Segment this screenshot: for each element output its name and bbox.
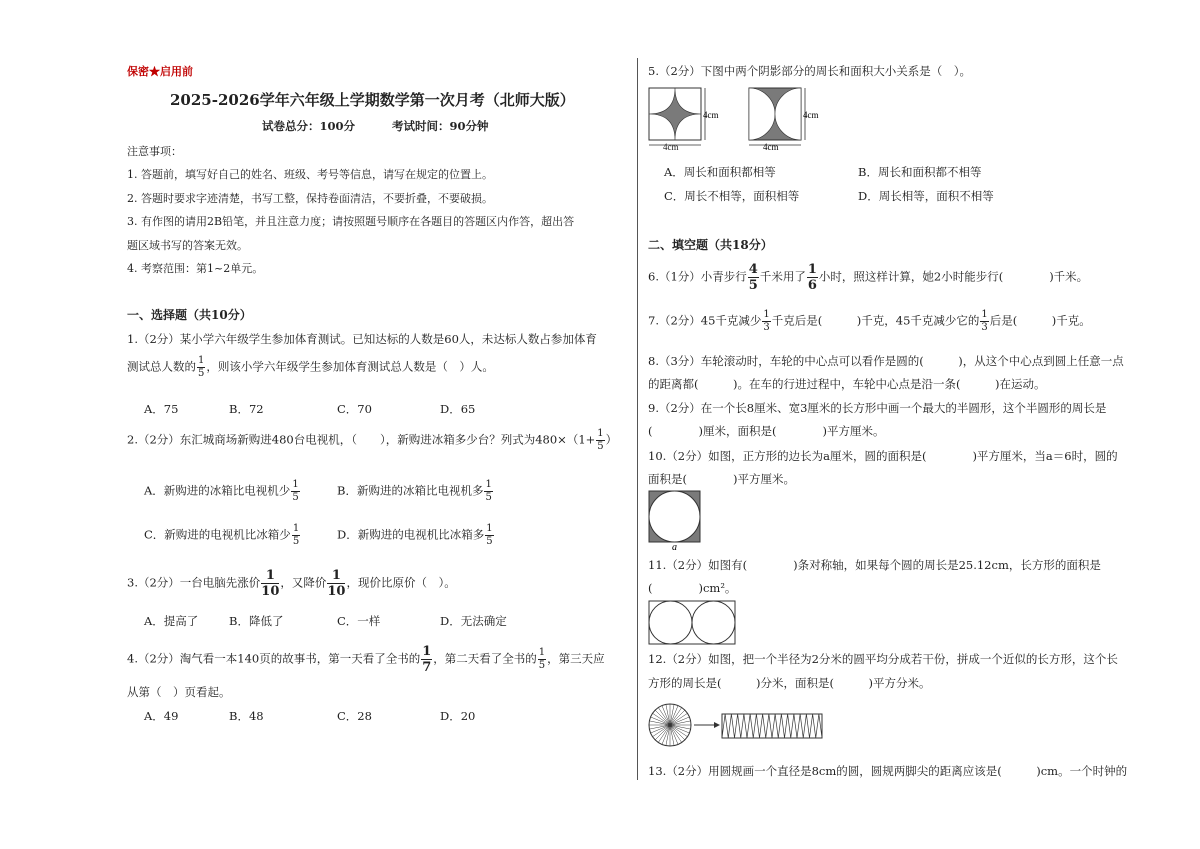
q11-line2: ( )cm²。 [648,581,737,595]
q2-stem: 2.（2分）东汇城商场新购进480台电视机，（ ），新购进冰箱多少台？列式为480×（1+ $\frac{1}{5}$ ） [127,428,618,452]
section1-heading: 一、选择题（共10分） [127,308,252,322]
q9-line2: ( )厘米，面积是( )平方厘米。 [648,424,885,438]
q5-dim-width: 4cm [663,142,679,152]
q4-option-b[interactable]: B．48 [229,709,264,723]
q5-stem: 5.（2分）下图中两个阴影部分的周长和面积大小关系是（ ）。 [648,64,972,78]
q5-figure-1 [645,85,735,151]
q10-side-label: a [672,542,677,553]
q3-stem: 3.（2分）一台电脑先涨价 $\frac{1}{10}$ ，又降价 $\frac{1}{10}$ ，现价比原价（ ）。 [127,568,456,599]
q11-line1: 11.（2分）如图有( )条对称轴，如果每个圆的周长是25.12cm，长方形的面积是 [648,558,1101,572]
total-score: 试卷总分：100分 [262,119,356,133]
q3-option-d[interactable]: D．无法确定 [440,614,507,628]
q5-option-a[interactable]: A．周长和面积都相等 [664,165,776,179]
q12-line2: 方形的周长是( )分米，面积是( )平方分米。 [648,676,931,690]
q10-line1: 10.（2分）如图，正方形的边长为a厘米，圆的面积是( )平方厘米，当a＝6时，圆的 [648,449,1118,463]
q13-line1: 13.（2分）用圆规画一个直径是8cm的圆，圆规两脚尖的距离应该是( )cm。一个时钟的 [648,764,1128,778]
column-divider [637,58,638,780]
q1-line1: 1.（2分）某小学六年级学生参加体育测试。已知达标的人数是60人，未达标人数占参加体育 [127,332,597,346]
q9-line1: 9.（2分）在一个长8厘米、宽3厘米的长方形中画一个最大的半圆形，这个半圆形的周长是 [648,401,1107,415]
secret-label: 保密★启用前 [127,65,193,78]
q5-option-d[interactable]: D．周长相等，面积不相等 [858,189,994,203]
divided-circle [649,704,691,746]
notes-heading: 注意事项： [127,145,182,158]
note-item: 1. 答题前，填写好自己的姓名、班级、考号等信息，请写在规定的位置上。 [127,168,493,181]
q4-option-a[interactable]: A．49 [144,709,179,723]
q4-option-d[interactable]: D．20 [440,709,476,723]
q7-stem: 7.（2分）45千克减少 $\frac{1}{3}$ 千克后是( )千克，45千克减少它的 $\frac{1}{3}$ 后是( )千克。 [648,309,1091,333]
q1-option-a[interactable]: A．75 [144,402,179,416]
note-item: 2. 答题时要求字迹清楚，书写工整，保持卷面清洁，不要折叠，不要破损。 [127,192,493,205]
note-item: 题区域书写的答案无效。 [127,239,248,252]
q1-option-c[interactable]: C．70 [337,402,372,416]
section2-heading: 二、填空题（共18分） [648,238,773,252]
q5-dim-height: 4cm [803,110,819,120]
q4-stem: 4.（2分）淘气看一本140页的故事书，第一天看了全书的 $\frac{1}{7}$ ，第二天看了全书的 $\frac{1}{5}$ ，第三天应 [127,644,605,675]
fraction: $\frac{1}{5}$ [597,428,604,452]
note-item: 4. 考察范围：第1~2单元。 [127,262,264,275]
exam-time: 考试时间：90分钟 [392,119,489,133]
q1-option-d[interactable]: D．65 [440,402,476,416]
q5-dim-height: 4cm [703,110,719,120]
q11-figure [648,600,738,646]
q2-option-c[interactable]: C．新购进的电视机比冰箱少 $\frac{1}{5}$ [144,523,300,547]
q2-option-b[interactable]: B．新购进的冰箱比电视机多 $\frac{1}{5}$ [337,479,492,503]
q1-line2: 测试总人数的 $\frac{1}{5}$ ，则该小学六年级学生参加体育测试总人数是（ ）人。 [127,355,494,379]
q1-option-b[interactable]: B．72 [229,402,264,416]
q5-option-b[interactable]: B．周长和面积都不相等 [858,165,982,179]
approx-rectangle [722,714,822,738]
q3-option-c[interactable]: C．一样 [337,614,381,628]
q6-stem: 6.（1分）小青步行 $\frac{4}{5}$ 千米用了 $\frac{1}{6}$ 小时，照这样计算，她2小时能步行( )千米。 [648,262,1089,293]
fraction: $\frac{1}{5}$ [198,355,205,379]
q10-figure [648,490,704,552]
q8-line2: 的距离都( )。在车的行进过程中，车轮中心点是沿一条( )在运动。 [648,377,1046,391]
q10-line2: 面积是( )平方厘米。 [648,472,795,486]
note-item: 3. 有作图的请用2B铅笔，并且注意力度；请按照题号顺序在各题目的答题区内作答，超出答 [127,215,575,228]
q5-figure-2 [745,85,835,151]
q5-dim-width: 4cm [763,142,779,152]
q4-line2: 从第（ ）页看起。 [127,685,231,699]
q3-option-a[interactable]: A．提高了 [144,614,199,628]
q12-line1: 12.（2分）如图，把一个半径为2分米的圆平均分成若干份，拼成一个近似的长方形，这个长 [648,652,1118,666]
q2-option-a[interactable]: A．新购进的冰箱比电视机少 $\frac{1}{5}$ [144,479,299,503]
q5-option-c[interactable]: C．周长不相等，面积相等 [664,189,800,203]
q12-figure [648,702,828,748]
q8-line1: 8.（3分）车轮滚动时，车轮的中心点可以看作是圆的( )，从这个中心点到圆上任意一点 [648,354,1124,368]
q4-option-c[interactable]: C．28 [337,709,372,723]
exam-title: 2025-2026学年六年级上学期数学第一次月考（北师大版） [170,91,575,109]
q3-option-b[interactable]: B．降低了 [229,614,284,628]
q2-option-d[interactable]: D．新购进的电视机比冰箱多 $\frac{1}{5}$ [337,523,493,547]
